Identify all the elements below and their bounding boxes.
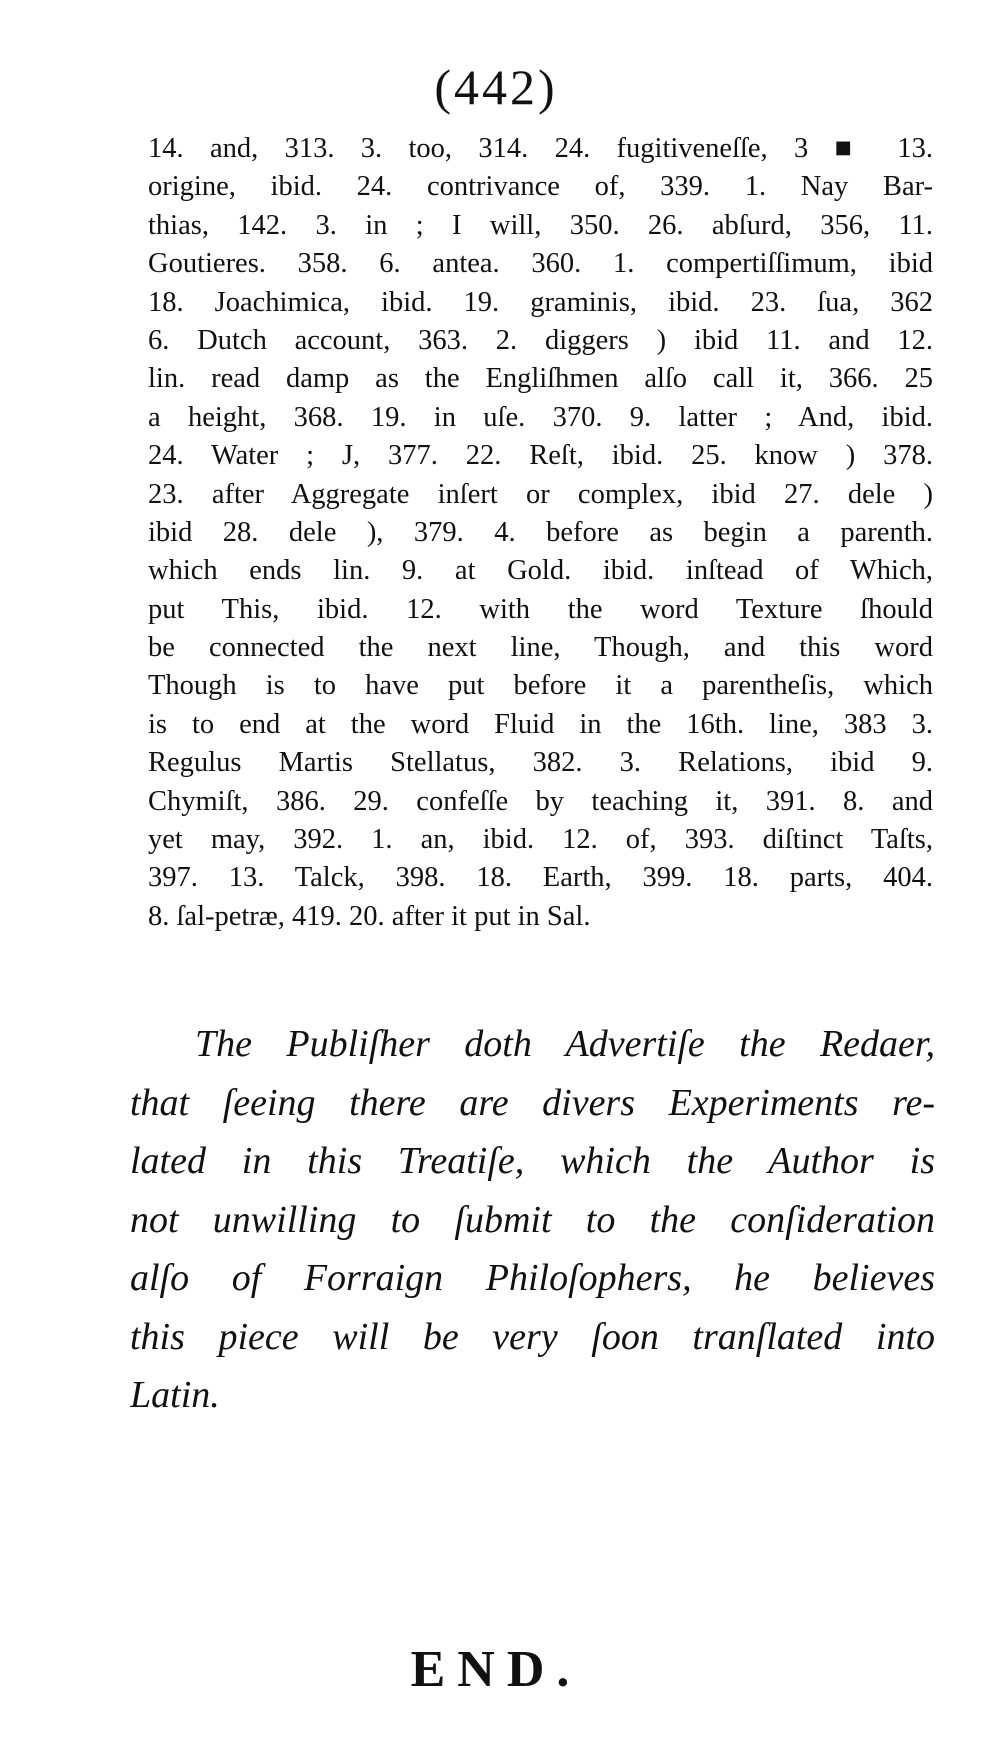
- errata-line: which ends lin. 9. at Gold. ibid. inſtead of Which,: [148, 555, 933, 587]
- errata-line: yet may, 392. 1. an, ibid. 12. of, 393. diſtinct Taſts,: [148, 824, 933, 856]
- errata-line: is to end at the word Fluid in the 16th. line, 383 3.: [148, 708, 933, 740]
- errata-line: 24. Water ; J, 377. 22. Reſt, ibid. 25. know ) 378.: [148, 440, 933, 472]
- errata-line: lin. read damp as the Engliſhmen alſo call it, 366. 25: [148, 363, 933, 395]
- errata-line: put This, ibid. 12. with the word Texture ſhould: [148, 593, 933, 625]
- errata-line: 14. and, 313. 3. too, 314. 24. fugitiveneſſe, 3 ■ 13.: [148, 133, 933, 164]
- advertisement-line: not unwilling to ſubmit to the conſideration: [130, 1198, 935, 1241]
- advertisement-line: lated in this Treatiſe, which the Author is: [130, 1140, 935, 1182]
- advertisement-line: The Publiſher doth Advertiſe the Redaer,: [195, 1023, 935, 1065]
- errata-list: [148, 130, 933, 936]
- errata-line: Regulus Martis Stellatus, 382. 3. Relations, ibid 9.: [148, 747, 933, 779]
- errata-line: origine, ibid. 24. contrivance of, 339. 1. Nay Bar-: [148, 171, 933, 203]
- errata-line: Though is to have put before it a parentheſis, which: [148, 670, 933, 702]
- errata-line: Chymiſt, 386. 29. confeſſe by teaching it, 391. 8. and: [148, 785, 933, 817]
- errata-line: 6. Dutch account, 363. 2. diggers ) ibid 11. and 12.: [148, 324, 933, 356]
- advertisement-line: alſo of Forraign Philoſophers, he believes: [130, 1257, 935, 1299]
- advertisement-line: that ſeeing there are divers Experiments re-: [130, 1081, 935, 1124]
- errata-line: 18. Joachimica, ibid. 19. graminis, ibid. 23. ſua, 362: [148, 286, 933, 318]
- errata-line: Goutieres. 358. 6. antea. 360. 1. compertiſſimum, ibid: [148, 248, 933, 280]
- errata-line: a height, 368. 19. in uſe. 370. 9. latter ; And, ibid.: [148, 401, 933, 433]
- errata-line: 397. 13. Talck, 398. 18. Earth, 399. 18. parts, 404.: [148, 862, 933, 894]
- errata-line: thias, 142. 3. in ; I will, 350. 26. abſurd, 356, 11.: [148, 209, 933, 241]
- errata-line: 8. ſal-petræ, 419. 20. after it put in Sal.: [148, 900, 591, 932]
- page-number: (442): [434, 59, 558, 115]
- errata-line: ibid 28. dele ), 379. 4. before as begin a parenth.: [148, 516, 933, 548]
- publisher-advertisement: [130, 1015, 935, 1425]
- advertisement-line: this piece will be very ſoon tranſlated into: [130, 1315, 935, 1358]
- end-mark: END.: [410, 1641, 582, 1698]
- errata-line: be connected the next line, Though, and this word: [148, 632, 933, 664]
- errata-line: 23. after Aggregate inſert or complex, ibid 27. dele ): [148, 478, 933, 510]
- advertisement-line: Latin.: [130, 1374, 220, 1416]
